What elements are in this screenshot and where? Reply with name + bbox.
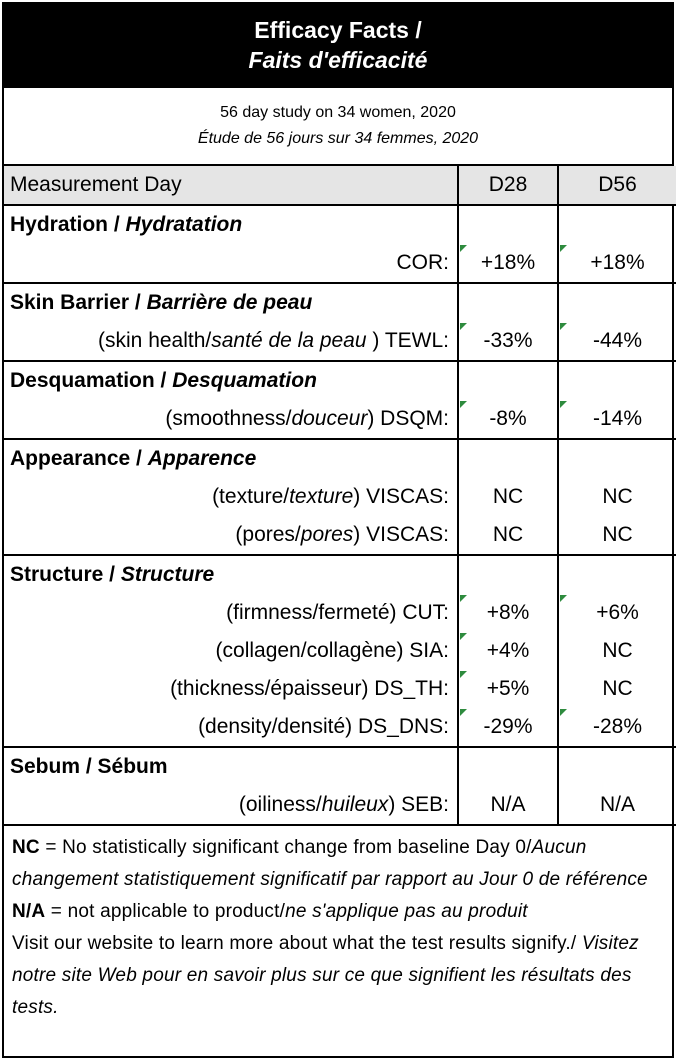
study-info [4,88,672,166]
d56-value: NC [558,670,676,708]
d28-value: NC [458,516,558,555]
measure-label: (smoothness/douceur) DSQM: [4,400,458,439]
table-row [4,244,676,283]
title-bar [4,4,672,88]
d28-value: +4% [458,632,558,670]
d28-value: +18% [458,244,558,283]
study-english: 56 day study on 34 women, 2020 [220,104,456,121]
website-note: Visit our website to learn more about what the test results signify./ Visitez notre site Web pour en savoir plus sur ce que signifient les résultats des tests. [12,933,639,1018]
measure-label: COR: [4,244,458,283]
measure-label: (collagen/collagène) SIA: [215,639,449,662]
footnotes [4,826,672,1024]
d28-value: N/A [458,786,558,825]
table-row [4,478,676,516]
table-row [4,786,676,825]
table-row [4,708,676,747]
measure-label: (skin health/santé de la peau ) TEWL: [4,322,458,361]
measurement-day-header: Measurement Day [4,166,458,205]
d56-value: -28% [558,708,676,747]
d56-value: N/A [558,786,676,825]
table-row [4,670,676,708]
title-french: Faits d'efficacité [248,47,428,73]
efficacy-facts-panel [2,2,674,1058]
measure-label: (oiliness/huileux) SEB: [4,786,458,825]
d56-value: NC [558,478,676,516]
na-footnote: N/A = not applicable to product/ne s'applique pas au produit [12,901,528,922]
d28-value: +5% [458,670,558,708]
d28-value: -8% [458,400,558,439]
nc-footnote: NC = No statistically significant change from baseline Day 0/Aucun changement statistiquement significatif par rapport au Jour 0 de référence [12,837,648,890]
efficacy-table [4,166,676,826]
table-header-row [4,166,676,205]
d28-value: -29% [458,708,558,747]
d56-header: D56 [558,166,676,205]
section-title-en: Desquamation / [10,369,173,392]
d56-value: NC [558,516,676,555]
d56-value: -44% [558,322,676,361]
section-row-appearance [4,439,676,478]
measure-label: (pores/pores) VISCAS: [4,516,458,555]
measure-label: (thickness/épaisseur) DS_TH: [170,677,449,700]
section-title-fr: Desquamation [172,369,317,392]
section-title-en: Hydration / [10,213,126,236]
section-title-fr: Structure [120,563,215,586]
section-title-fr: Apparence [147,447,257,470]
table-row [4,322,676,361]
d28-value: NC [458,478,558,516]
table-row [4,400,676,439]
section-title-fr: Hydratation [125,213,243,236]
table-row [4,594,676,632]
section-title-en: Sebum / Sébum [10,755,168,778]
d56-value: NC [558,632,676,670]
d56-value: -14% [558,400,676,439]
d56-value: +6% [558,594,676,632]
title-english: Efficacy Facts / [254,17,422,43]
d28-value: -33% [458,322,558,361]
section-title-en: Skin Barrier / [10,291,147,314]
section-row-sebum [4,747,676,786]
table-row [4,516,676,555]
measure-label: (texture/texture) VISCAS: [212,485,449,508]
section-title-en: Structure / [10,563,121,586]
d28-value: +8% [458,594,558,632]
section-row-desquamation [4,361,676,400]
measure-label: (firmness/fermeté) CUT: [226,601,449,624]
study-french: Étude de 56 jours sur 34 femmes, 2020 [197,130,479,147]
d56-value: +18% [558,244,676,283]
table-row [4,632,676,670]
section-row-skin-barrier [4,283,676,322]
section-title-fr: Barrière de peau [146,291,313,314]
section-row-hydration [4,205,676,244]
d28-header: D28 [458,166,558,205]
section-row-structure [4,555,676,594]
section-title-en: Appearance / [10,447,148,470]
measure-label: (density/densité) DS_DNS: [4,708,458,747]
